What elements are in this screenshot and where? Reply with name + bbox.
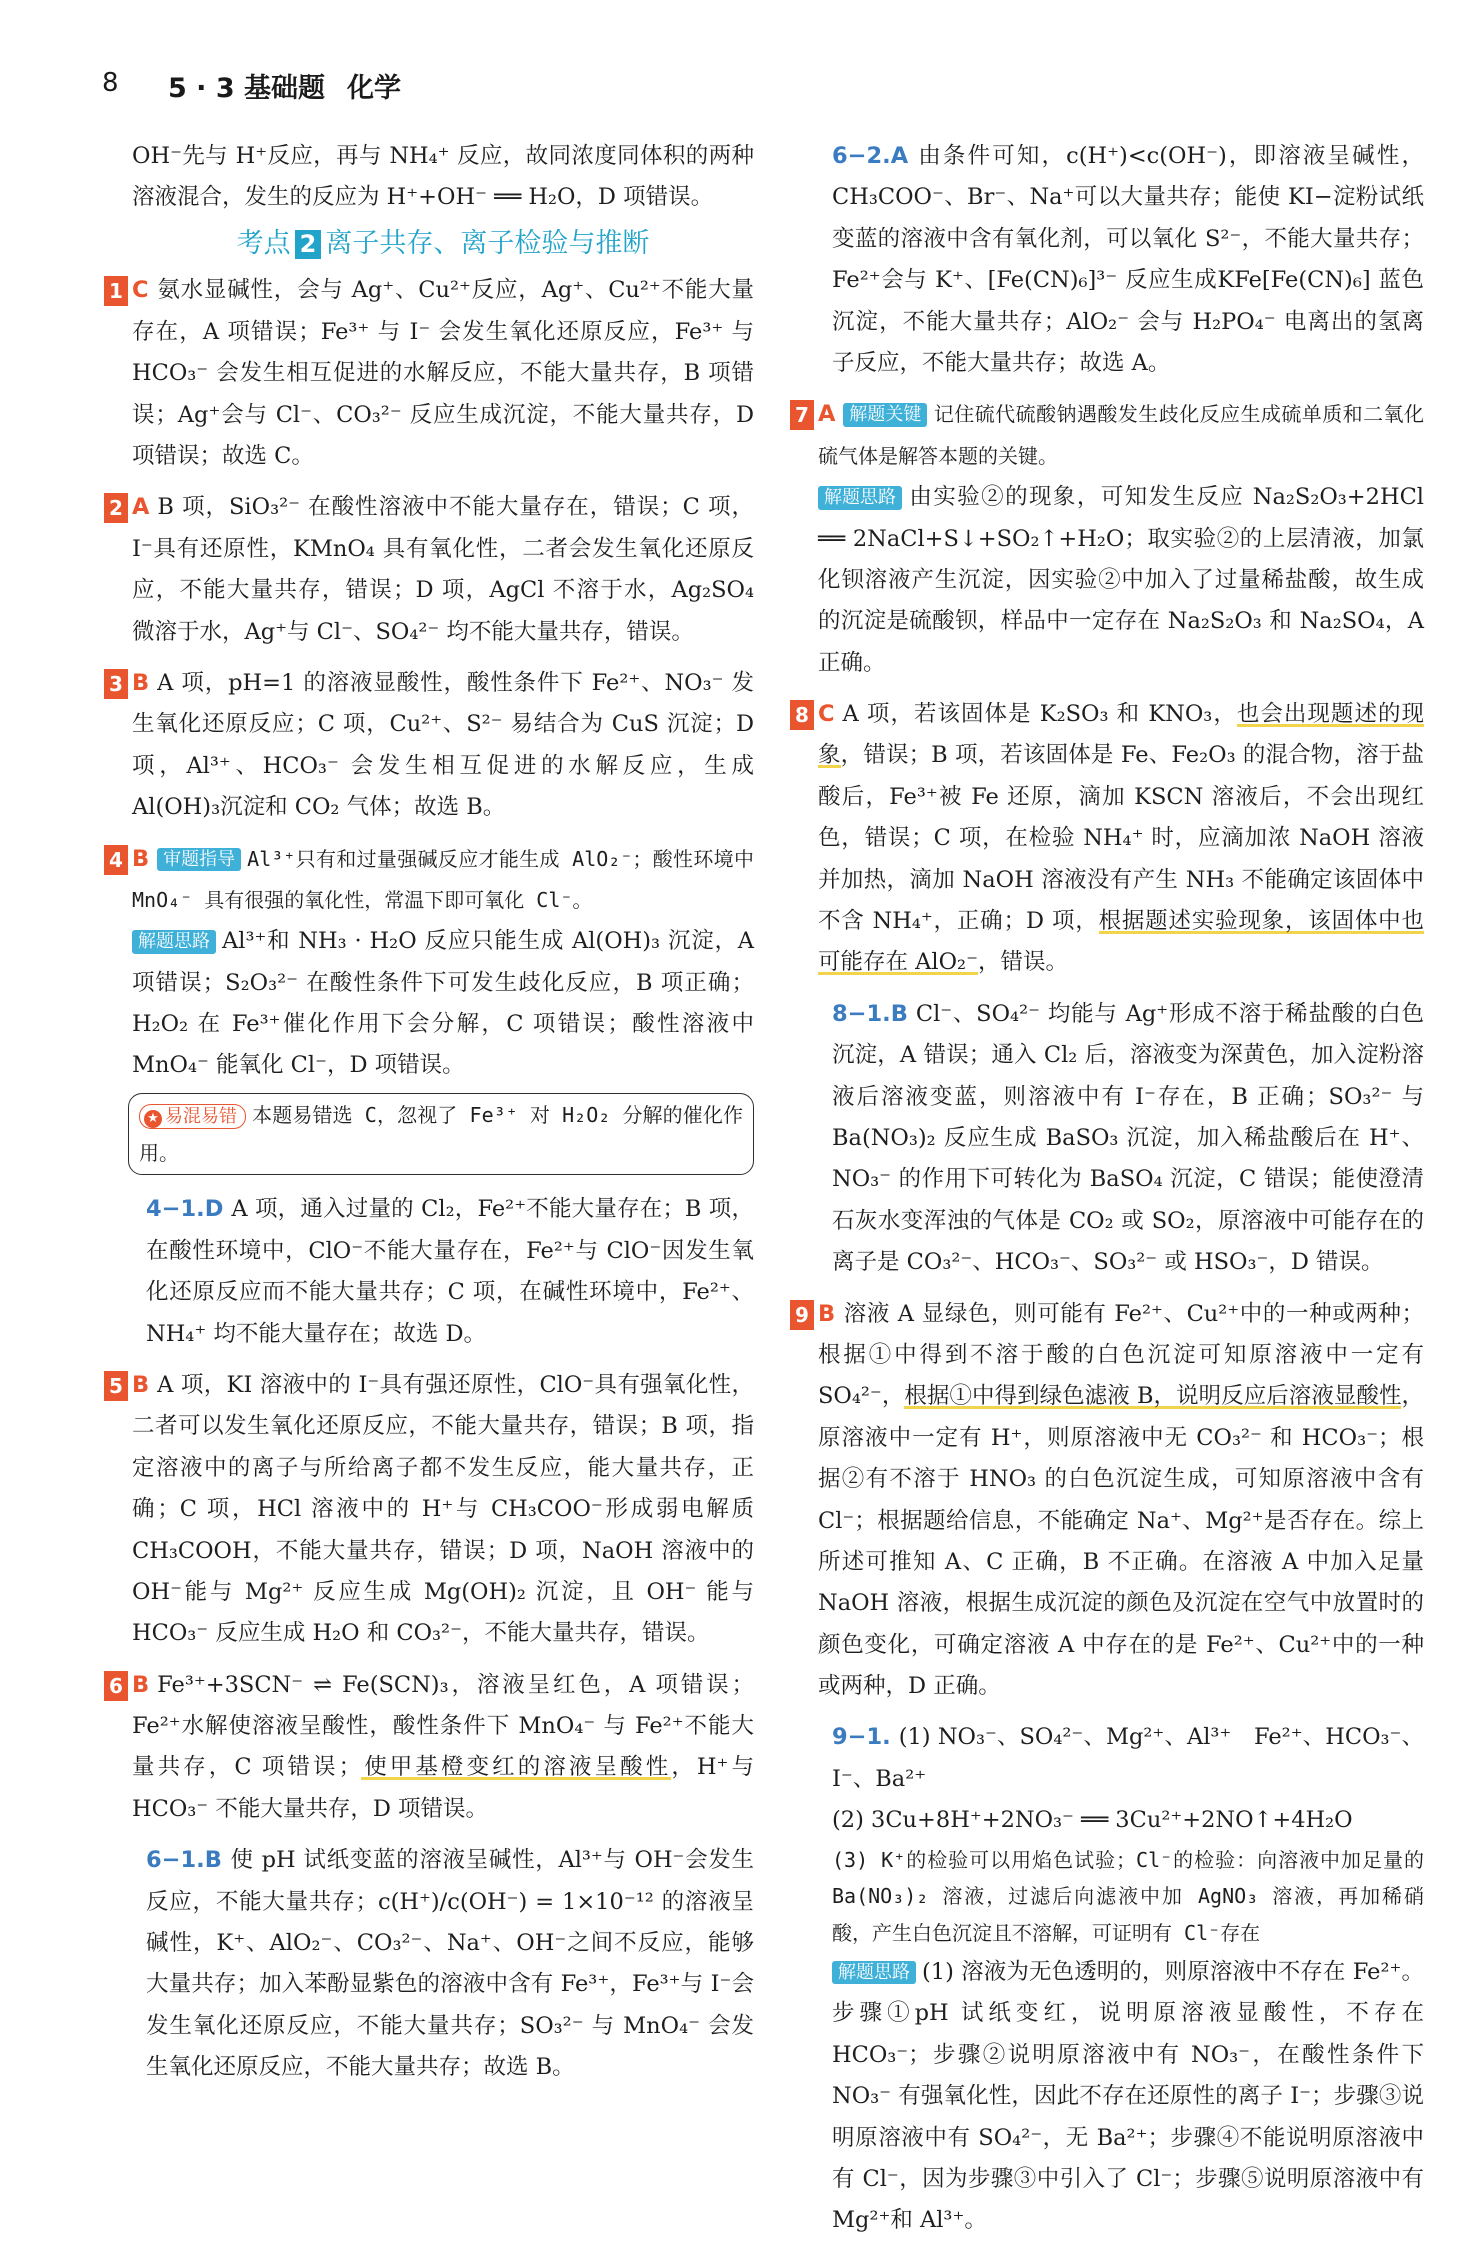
left-column (109, 136, 754, 2099)
key-point-text: 记住硫代硫酸钠遇酸发生歧化反应生成硫单质和二氧化硫气体是解答本题的关键。 (818, 402, 1424, 468)
sub-question-label: 6−2.A (832, 143, 909, 169)
explanation: Cl⁻、SO₄²⁻ 均能与 Ag⁺形成不溶于稀盐酸的白色沉淀，A 错误；通入 Cl₂ 后，溶液变为深黄色，加入淀粉溶液后溶液变蓝，则溶液中有 I⁻存在，B 正确；SO₃²⁻ 与 Ba(NO₃)₂ 反应生成 BaSO₃ 沉淀，加入稀盐酸后在 H⁺、NO₃⁻ 的作用下可转化为 BaSO₄ 沉淀，C 错误；能使澄清石灰水变浑浊的气体是 CO₂ 或 SO₂，原溶液中可能存在的离子是 CO₃²⁻、HCO₃⁻、SO₃²⁻ 或 HSO₃⁻，D 错误。 (832, 1000, 1424, 1276)
question-1 (109, 270, 754, 477)
explanation-part-a: 溶液 A 显绿色，则可能有 Fe²⁺、Cu²⁺中的一种或两种；根据①中得到不溶于酸的白色沉淀可知原溶液中一定有 SO₄²⁻， (818, 1300, 1424, 1410)
question-5 (109, 1365, 754, 1655)
question-number: 4 (104, 845, 128, 875)
answer-line-3: (3) K⁺的检验可以用焰色试验；Cl⁻的检验：向溶液中加足量的 Ba(NO₃)₂ 溶液，过滤后向滤液中加 AgNO₃ 溶液，再加稀硝酸，产生白色沉淀且不溶解，可证明有 Cl⁻存在 (832, 1847, 1424, 1946)
question-8 (795, 694, 1424, 984)
answer-part-1: (1) NO₃⁻、SO₄²⁻、Mg²⁺、Al³⁺ Fe²⁺、HCO₃⁻、I⁻、Ba²⁺ (832, 1724, 1424, 1792)
explanation: 由条件可知，c(H⁺)<c(OH⁻)，即溶液呈碱性，CH₃COO⁻、Br⁻、Na⁺可以大量共存；能使 KI−淀粉试纸变蓝的溶液中含有氧化剂，可以氧化 S²⁻，不能大量共存；Fe²⁺会与 K⁺、[Fe(CN)₆]³⁻ 反应生成KFe[Fe(CN)₆] 蓝色沉淀，不能大量共存；AlO₂⁻ 会与 H₂PO₄⁻ 电离出的氢离子反应，不能大量共存；故选 A。 (832, 143, 1424, 376)
question-number: 1 (104, 276, 128, 306)
question-number: 2 (104, 493, 128, 523)
answer-line-2: (2) 3Cu+8H⁺+2NO₃⁻ ══ 3Cu²⁺+2NO↑+4H₂O (832, 1807, 1353, 1834)
explanation-part-c: ，错误。 (977, 949, 1068, 976)
question-6 (109, 1665, 754, 1831)
question-6-2 (818, 136, 1424, 384)
explanation: A 项，KI 溶液中的 I⁻具有强还原性，ClO⁻具有强氧化性，二者可以发生氧化还原反应，不能大量共存，错误；B 项，指定溶液中的离子与所给离子都不发生反应，能大量共存，正确；C 项，HCl 溶液中的 H⁺与 CH₃COO⁻形成弱电解质 CH₃COOH，不能大量共存，错误；D 项，NaOH 溶液中的 OH⁻能与 Mg²⁺ 反应生成 Mg(OH)₂ 沉淀，且 OH⁻ 能与 HCO₃⁻ 反应生成 H₂O 和 CO₃²⁻，不能大量共存，错误。 (132, 1371, 754, 1647)
sub-question-label: 8−1.B (832, 1000, 908, 1027)
section-number: 2 (295, 230, 322, 259)
answer-letter: B (132, 669, 150, 696)
answer-letter: B (818, 1300, 836, 1327)
highlighted-text: 使甲基橙变红的溶液呈酸性 (361, 1754, 672, 1781)
subject-label: 化学 (347, 73, 402, 104)
book-title (168, 66, 401, 105)
tag-solution: 解题思路 (132, 930, 216, 953)
question-number: 8 (790, 700, 814, 730)
solution-block (818, 477, 1424, 684)
answer-letter: A (818, 401, 836, 428)
explanation: B 项，SiO₃²⁻ 在酸性溶液中不能大量存在，错误；C 项，I⁻具有还原性，KMnO₄ 具有氧化性，二者会发生氧化还原反应，不能大量共存，错误；D 项，AgCl 不溶于水，Ag₂SO₄ 微溶于水，Ag⁺与 Cl⁻、SO₄²⁻ 均不能大量共存，错误。 (132, 494, 754, 645)
tag-solution: 解题思路 (832, 1961, 916, 1984)
question-4-1 (132, 1189, 754, 1355)
sub-question-label: 6−1.B (146, 1847, 222, 1874)
explanation: 氨水显碱性，会与 Ag⁺、Cu²⁺反应，Ag⁺、Cu²⁺不能大量存在，A 项错误；Fe³⁺ 与 I⁻ 会发生氧化还原反应，Fe³⁺ 与 HCO₃⁻ 会发生相互促进的水解反应，不能大量共存，B 项错误；Ag⁺会与 Cl⁻、CO₃²⁻ 反应生成沉淀，不能大量共存，D 项错误；故选 C。 (132, 277, 754, 470)
explanation: A 项，通入过量的 Cl₂，Fe²⁺不能大量存在；B 项，在酸性环境中，ClO⁻不能大量存在，Fe²⁺与 ClO⁻因发生氧化还原反应而不能大量共存；C 项，在碱性环境中，Fe²⁺、NH₄⁺ 均不能大量存在；故选 D。 (146, 1196, 754, 1347)
question-7 (795, 394, 1424, 684)
explanation-guide: Al³⁺只有和过量强碱反应才能生成 AlO₂⁻；酸性环境中 MnO₄⁻ 具有很强的氧化性，常温下即可氧化 Cl⁻。 (132, 846, 754, 912)
question-number: 5 (104, 1371, 128, 1401)
explanation-part-b: ，H⁺与 HCO₃⁻ 不能大量共存，D 项错误。 (132, 1754, 754, 1822)
answer-letter: B (132, 1671, 150, 1698)
question-number: 7 (790, 400, 814, 430)
question-9 (795, 1294, 1424, 1708)
explanation-part-a: Fe³⁺+3SCN⁻ ⇌ Fe(SCN)₃，溶液呈红色，A 项错误；Fe²⁺水解使溶液呈酸性，酸性条件下 MnO₄⁻ 与 Fe²⁺不能大量共存，C 项错误； (132, 1671, 754, 1781)
solution-block (832, 1952, 1424, 2242)
answer-letter: C (818, 701, 835, 728)
mistake-text: 本题易错选 C，忽视了 Fe³⁺ 对 H₂O₂ 分解的催化作用。 (139, 1102, 743, 1166)
explanation: A 项，pH=1 的溶液显酸性，酸性条件下 Fe²⁺、NO₃⁻ 发生氧化还原反应；C 项，Cu²⁺、S²⁻ 易结合为 CuS 沉淀；D 项，Al³⁺、HCO₃⁻ 会发生相互促进的水解反应，生成 Al(OH)₃沉淀和 CO₂ 气体；故选 B。 (132, 669, 754, 821)
tag-key-point: 解题关键 (843, 403, 927, 426)
question-6-1 (132, 1840, 754, 2088)
answer-letter: C (132, 277, 149, 304)
question-4 (109, 839, 754, 1176)
question-3 (109, 663, 754, 829)
explanation-part-b: ，原溶液中一定有 H⁺，则原溶液中无 CO₃²⁻ 和 HCO₃⁻；根据②有不溶于 HNO₃ 的白色沉淀生成，可知原溶液中含有 Cl⁻；根据题给信息，不能确定 Na⁺、Mg²⁺是否存在。综上所述可推知 A、C 正确，B 不正确。在溶液 A 中加入足量 NaOH 溶液，根据生成沉淀的颜色及沉淀在空气中放置时的颜色变化，可确定溶液 A 中存在的是 Fe²⁺、Cu²⁺中的一种或两种，D 正确。 (818, 1383, 1424, 1700)
tag-mistake (139, 1104, 246, 1129)
answer-letter: B (132, 1371, 150, 1398)
tag-mistake-label: 易混易错 (165, 1105, 237, 1127)
page-number: 8 (102, 68, 119, 98)
section-prefix: 考点 (236, 227, 291, 259)
explanation-part-a: A 项，若该固体是 K₂SO₃ 和 KNO₃， (842, 701, 1237, 728)
solution-block (132, 921, 754, 1087)
question-2 (109, 487, 754, 653)
highlighted-text: 根据①中得到绿色滤液 B，说明反应后溶液显酸性 (904, 1383, 1402, 1410)
question-8-1 (818, 994, 1424, 1284)
answer-letter: B (132, 845, 150, 872)
section-title (132, 219, 754, 269)
book-title-text: 5 · 3 基础题 (168, 73, 326, 104)
question-number: 3 (104, 669, 128, 699)
section-heading: 离子共存、离子检验与推断 (325, 227, 650, 259)
explanation: 使 pH 试纸变蓝的溶液呈碱性，Al³⁺与 OH⁻会发生反应，不能大量共存；c(H⁺)/c(OH⁻) = 1×10⁻¹² 的溶液呈碱性，K⁺、AlO₂⁻、CO₃²⁻、Na⁺、OH⁻之间不反应，能够大量共存；加入苯酚显紫色的溶液中含有 Fe³⁺，Fe³⁺与 I⁻会发生氧化还原反应，不能大量共存；SO₃²⁻ 与 MnO₄⁻ 会发生氧化还原反应，不能大量共存；故选 B。 (146, 1847, 754, 2081)
explanation: Al³⁺和 NH₃ · H₂O 反应只能生成 Al(OH)₃ 沉淀，A 项错误；S₂O₃²⁻ 在酸性条件下可发生歧化反应，B 项正确；H₂O₂ 在 Fe³⁺催化作用下会分解，C 项错误；酸性溶液中 MnO₄⁻ 能氧化 Cl⁻，D 项错误。 (132, 928, 754, 1079)
question-number: 9 (790, 1300, 814, 1330)
answer-letter: A (132, 494, 150, 521)
question-9-1 (818, 1717, 1424, 2241)
intro-text: OH⁻先与 H⁺反应，再与 NH₄⁺ 反应，故同浓度同体积的两种溶液混合，发生的反应为 H⁺+OH⁻ ══ H₂O，D 项错误。 (132, 143, 754, 211)
tag-reading-guide: 审题指导 (157, 848, 241, 871)
tag-solution: 解题思路 (818, 486, 902, 509)
question-number: 6 (104, 1671, 128, 1701)
star-icon: ★ (144, 1110, 162, 1128)
right-column (795, 136, 1424, 2252)
sub-question-label: 9−1. (832, 1724, 891, 1751)
highlighted-text: 也会出现题述的现象 (818, 701, 1424, 769)
mistake-note (128, 1093, 754, 1176)
explanation: 由实验②的现象，可知发生反应 Na₂S₂O₃+2HCl ══ 2NaCl+S↓+SO₂↑+H₂O；取实验②的上层清液，加氯化钡溶液产生沉淀，因实验②中加入了过量稀盐酸，故生成的沉淀是硫酸钡，样品中一定存在 Na₂S₂O₃ 和 Na₂SO₄，A 正确。 (818, 484, 1424, 676)
explanation-part-b: ，错误；B 项，若该固体是 Fe、Fe₂O₃ 的混合物，溶于盐酸后，Fe³⁺被 Fe 还原，滴加 KSCN 溶液后，不会出现红色，错误；C 项，在检验 NH₄⁺ 时，应滴加浓 NaOH 溶液并加热，滴加 NaOH 溶液没有产生 NH₃ 不能确定该固体中不含 NH₄⁺，正确；D 项， (818, 742, 1424, 935)
highlighted-text: 根据题述实验现象，该固体中也可能存在 AlO₂⁻ (818, 908, 1424, 976)
sub-question-label: 4−1.D (146, 1196, 224, 1223)
answer-line-1 (832, 1717, 1424, 1800)
explanation: (1) 溶液为无色透明的，则原溶液中不存在 Fe²⁺。步骤①pH 试纸变红，说明原溶液显酸性，不存在 HCO₃⁻；步骤②说明原溶液中有 NO₃⁻，在酸性条件下 NO₃⁻ 有强氧化性，因此不存在还原性的离子 I⁻；步骤③说明原溶液中有 SO₄²⁻，无 Ba²⁺；步骤④不能说明原溶液中有 Cl⁻，因为步骤③中引入了 Cl⁻；步骤⑤说明原溶液中有 Mg²⁺和 Al³⁺。 (832, 1959, 1424, 2234)
